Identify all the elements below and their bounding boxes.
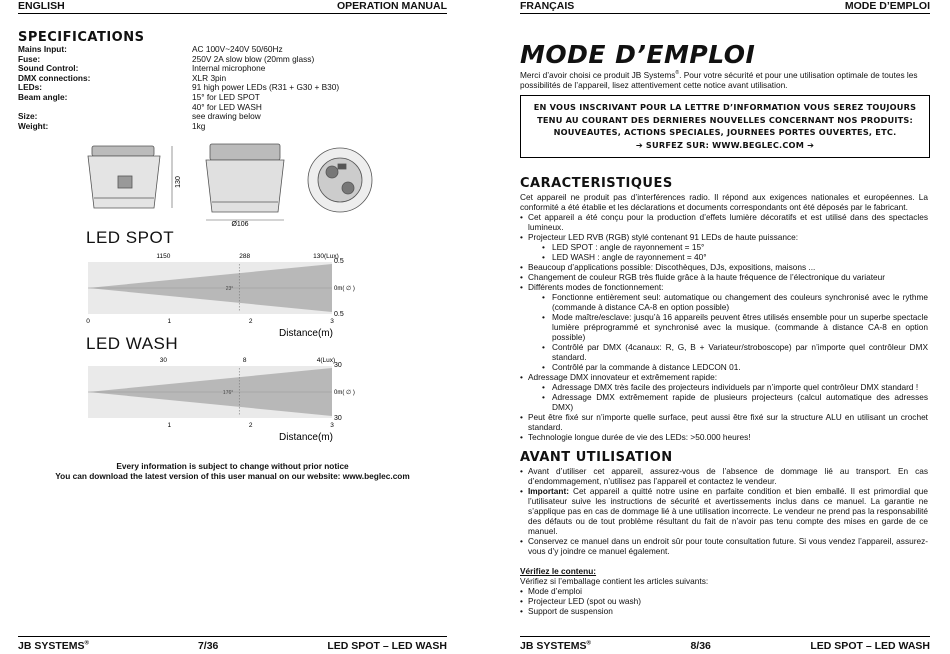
fixture-drawings	[80, 138, 390, 226]
page-header	[18, 0, 447, 14]
newsletter-line-1: EN VOUS INSCRIVANT POUR LA LETTRE D’INFORMATION VOUS SEREZ TOUJOURS	[533, 102, 917, 112]
spec-value: 250V 2A slow blow (20mm glass)	[192, 53, 315, 64]
spot-beam-chart	[84, 248, 384, 338]
spec-value: AC 100V~240V 50/60Hz	[192, 44, 283, 54]
footer-product: LED SPOT – LED WASH	[327, 640, 447, 652]
distance-label: 0.5	[334, 258, 344, 265]
distance-label: 0m( ∅ )	[334, 286, 355, 292]
lux-label: 130(Lux)	[313, 253, 339, 260]
footer-page-number: 8/36	[690, 640, 711, 652]
x-tick-label: 1	[167, 422, 172, 429]
height-label: 130	[175, 176, 182, 188]
list-item: • Contrôlé par la commande à distance LEDCON 01.	[542, 362, 928, 372]
list-item: • Mode d’emploi	[520, 586, 928, 596]
spot-chart-title: LED SPOT	[86, 228, 175, 247]
spec-row	[18, 122, 412, 132]
spec-row	[18, 112, 412, 122]
footer-brand: JB SYSTEMS®	[520, 640, 591, 652]
lux-label: 30	[159, 357, 167, 364]
distance-label: 0m( ∅ )	[334, 390, 355, 396]
avant-utilisation-title: AVANT UTILISATION	[520, 450, 673, 465]
x-tick-label: 1	[167, 318, 172, 325]
footer-brand: JB SYSTEMS®	[18, 640, 89, 652]
spec-key: Mains Input:	[18, 44, 67, 54]
x-tick-label: 2	[248, 422, 253, 429]
spec-key: Weight:	[18, 120, 49, 131]
lux-label: 8	[242, 357, 247, 364]
lux-label: 1150	[156, 253, 171, 260]
distance-label: 30	[334, 362, 342, 369]
spec-key: Sound Control:	[18, 63, 79, 74]
newsletter-line-3: NOUVEAUTES, ACTIONS SPECIALES, JOURNEES PORTES OUVERTES, ETC.	[553, 127, 897, 137]
list-item: • Projecteur LED (spot ou wash)	[520, 596, 928, 606]
verify-contents-intro: Vérifiez si l’emballage contient les articles suivants:	[520, 576, 709, 586]
list-item: • LED SPOT : angle de rayonnement = 15°	[542, 242, 928, 252]
caracteristiques-section	[520, 192, 928, 442]
x-tick-label: 3	[330, 318, 334, 325]
rear-view-drawing	[308, 148, 372, 212]
list-item: • Mode maître/esclave: jusqu’à 16 appareils peuvent êtres utilisés ensemble pour un superbe spectacle lumière préprogrammé et synchronisé avec la musique. (commande à distance CA-8 en option possible)	[542, 312, 928, 342]
x-tick-label: 0	[86, 318, 90, 325]
spec-key: Beam angle:	[18, 91, 68, 102]
newsletter-website-link[interactable]: ➔ SURFEZ SUR: WWW.BEGLEC.COM ➔	[635, 139, 815, 150]
spec-value: Internal microphone	[192, 63, 266, 74]
side-view-drawing	[206, 144, 284, 212]
footer-page-number: 7/36	[197, 640, 219, 652]
spec-value: 91 high power LEDs (R31 + G30 + B30)	[192, 82, 340, 93]
caracteristiques-title: CARACTERISTIQUES	[520, 176, 673, 191]
list-item: • Projecteur LED RVB (RGB) stylé contenant 91 LEDs de haute puissance: • LED SPOT : angle de rayonnement = 15° • LED WASH : angle de rayonnement = 40°	[520, 232, 928, 262]
lux-label: 4(Lux)	[316, 357, 336, 364]
distance-label: 0.5	[334, 311, 344, 318]
spec-value: XLR 3pin	[192, 72, 227, 83]
list-item: • Technologie longue durée de vie des LEDs: >50.000 heures!	[520, 432, 928, 442]
list-item: • Important: Cet appareil a quitté notre usine en parfaite condition et bien emballé. Il est primordial que l’utilisateur suive les instructions de sécurité et avertissements inclus dans ce manuel. La garantie ne s’applique pas en cas de dommage lié à une utilisation incorrecte. Le vendeur ne prend pas la responsabilité des défauts ou de tout problème résultant du fait de n’avoir pas tenu compte des mises en garde de ce manuel.	[520, 486, 928, 536]
wash-beam-chart	[84, 352, 384, 444]
notice-download: You can download the latest version of this user manual on our website: www.beglec.com	[55, 471, 410, 481]
list-item: • Peut être fixé sur n’importe quelle surface, peut aussi être fixé sur la structure ALU en utilisant un crochet standard.	[520, 412, 928, 432]
notice-change: Every information is subject to change without prior notice	[116, 461, 349, 471]
spec-key	[18, 103, 192, 113]
lux-label: 288	[239, 253, 251, 260]
list-item: • Adressage DMX très facile des projecteurs individuels par n’importe quel contrôleur DMX standard !	[542, 382, 928, 392]
spec-key: DMX connections:	[18, 72, 91, 83]
spec-key: Size:	[18, 111, 38, 122]
wash-chart-title: LED WASH	[86, 334, 179, 353]
list-item: • Avant d’utiliser cet appareil, assurez-vous de l’absence de dommage lié au transport. En cas d’endommagement, n’utilisez pas l’appareil et contactez le vendeur.	[520, 466, 928, 486]
list-item: • Contrôlé par DMX (4canaux: R, G, B + Variateur/stroboscope) par n’importe quel contrôleur DMX standard.	[542, 342, 928, 362]
beam-angle-label: 176°	[222, 390, 234, 396]
x-axis-label: Distance(m)	[279, 432, 333, 443]
list-item: • Adressage DMX extrêmement rapide de plusieurs projecteurs (calcul automatique des adresses DMX)	[542, 392, 928, 412]
list-item: • Changement de couleur RGB très fluide grâce à la haute fréquence de l’électronique du variateur	[520, 272, 928, 282]
beam-angle-label: 23°	[225, 286, 234, 292]
list-item: • Beaucoup d’applications possible: Discothèques, DJs, expositions, maisons ...	[520, 262, 928, 272]
page-title: MODE D’EMPLOI	[520, 40, 756, 69]
header-manual: MODE D’EMPLOI	[844, 0, 930, 12]
avant-utilisation-section	[520, 466, 928, 616]
header-language: FRANÇAIS	[520, 0, 575, 12]
list-item: • Support de suspension	[520, 606, 928, 616]
spec-key: Fuse:	[18, 53, 41, 64]
list-item: • Différents modes de fonctionnement: • Fonctionne entièrement seul: automatique ou changement des couleurs synchronisé avec le rythme (commande à distance CA-8 en option possible) • Mode maître/esclave: jusqu’à 16 appareils peuvent êtres utilisés ensemble pour un superbe spectacle lumière préprogrammé et synchronisé avec la musique. (commande à distance CA-8 en option possible) • Contrôlé par DMX (4canaux: R, G, B + Variateur/stroboscope) par n’importe quel contrôleur DMX standard. • Contrôlé par la commande à distance LEDCON 01.	[520, 282, 928, 372]
list-item: • Cet appareil a été conçu pour la production d’effets lumière décoratifs et est utilisé dans des spectacles lumineux.	[520, 212, 928, 232]
list-item: • Fonctionne entièrement seul: automatique ou changement des couleurs synchronisé avec le rythme (commande à distance CA-8 en option possible)	[542, 292, 928, 312]
diameter-label: Ø106	[231, 221, 249, 226]
newsletter-box	[520, 95, 930, 158]
distance-label: 30	[334, 415, 342, 422]
newsletter-line-2: TENU AU COURANT DES DERNIERES NOUVELLES CONCERNANT NOS PRODUITS:	[537, 114, 913, 125]
x-axis-label: Distance(m)	[279, 328, 333, 338]
list-item: • Adressage DMX innovateur et extrêmement rapide: • Adressage DMX très facile des projecteurs individuels par n’importe quel contrôleur DMX standard ! • Adressage DMX extrêmement rapide de plusieurs projecteurs (calcul automatique des adresses DMX)	[520, 372, 928, 412]
list-item: • LED WASH : angle de rayonnement = 40°	[542, 252, 928, 262]
front-view-drawing	[88, 146, 160, 208]
caracteristiques-intro: Cet appareil ne produit pas d’interférences radio. Il répond aux exigences nationales et européennes. La conformité a été établie et les déclarations et documents correspondants ont été déposés par le fabricant.	[520, 192, 928, 212]
page-header	[520, 0, 930, 14]
footer-product: LED SPOT – LED WASH	[810, 640, 930, 652]
x-tick-label: 3	[330, 422, 334, 429]
page-footer	[18, 636, 447, 652]
intro-paragraph: Merci d’avoir choisi ce produit JB Systems®. Pour votre sécurité et pour une utilisation optimale de toutes les possibilités de l’appareil, lisez attentivement cette notice avant utilisation.	[520, 69, 918, 90]
spec-value: 40° for LED WASH	[192, 101, 262, 112]
spec-value: see drawing below	[192, 111, 261, 122]
header-language: ENGLISH	[18, 0, 65, 12]
page-footer	[520, 636, 930, 652]
x-tick-label: 2	[248, 318, 253, 325]
list-item: • Conservez ce manuel dans un endroit sûr pour toute consultation future. Si vous vendez l’appareil, assurez-vous d’y joindre ce manuel également.	[520, 536, 928, 556]
spec-value: 15° for LED SPOT	[192, 91, 260, 102]
spec-key: LEDs:	[18, 82, 42, 93]
header-manual: OPERATION MANUAL	[336, 0, 447, 12]
verify-contents-title: Vérifiez le contenu:	[520, 566, 597, 576]
spec-value: 1kg	[192, 120, 206, 131]
specs-table	[18, 45, 412, 131]
specs-title: SPECIFICATIONS	[18, 30, 145, 45]
